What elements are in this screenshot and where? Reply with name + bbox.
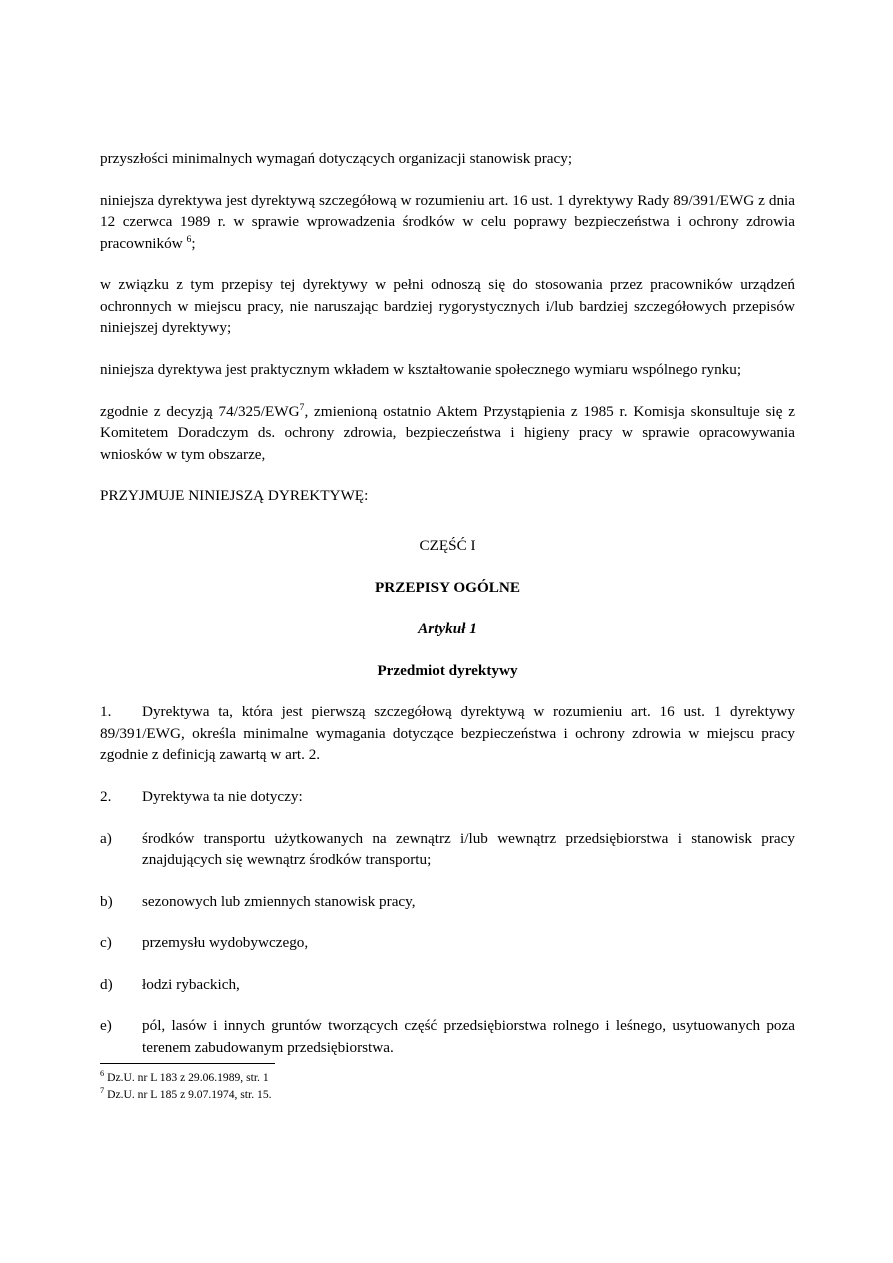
lettered-item-text: przemysłu wydobywczego, bbox=[142, 934, 309, 952]
footnote-ref-6[interactable]: 6 bbox=[186, 233, 192, 245]
lettered-item-marker: d) bbox=[100, 975, 113, 993]
footnote-number: 7 bbox=[100, 1085, 105, 1095]
numbered-item-2 bbox=[100, 786, 795, 808]
lettered-item-marker: b) bbox=[100, 892, 113, 910]
document-body bbox=[100, 148, 795, 1079]
lettered-item-c bbox=[100, 932, 795, 954]
lettered-item-text: środków transportu użytkowanych na zewnątrz i/lub wewnątrz przedsiębiorstwa i stanowisk pracy znajdujących się wewnątrz środków transportu; bbox=[142, 829, 795, 869]
lettered-item-text: sezonowych lub zmiennych stanowisk pracy, bbox=[142, 892, 416, 910]
lettered-item-marker: a) bbox=[100, 829, 112, 847]
footnote-number: 6 bbox=[100, 1069, 105, 1079]
heading-subject: Przedmiot dyrektywy bbox=[377, 661, 518, 679]
numbered-item-marker: 2. bbox=[100, 787, 112, 805]
paragraph-text-after-footnote: , zmienioną ostatnio Aktem Przystąpienia z 1985 r. Komisja skonsultuje się z Komitetem Doradczym ds. ochrony zdrowia, bezpieczeństwa i higieny pracy w sprawie opracowywania wniosków w tym obszarze, bbox=[100, 402, 795, 463]
heading-article: Artykuł 1 bbox=[418, 620, 477, 638]
lettered-item-marker: c) bbox=[100, 934, 112, 952]
lettered-item-text: łodzi rybackich, bbox=[142, 975, 240, 993]
footnote-6 bbox=[100, 1070, 500, 1087]
paragraph-text-after-footnote: ; bbox=[191, 234, 196, 252]
lettered-item-a bbox=[100, 828, 795, 871]
paragraph-przepisy-tej-dyrektywy: w związku z tym przepisy tej dyrektywy w pełni odnoszą się do stosowania przez pracowników urządzeń ochronnych w miejscu pracy, nie naruszając bardziej rygorystycznych i/lub bardziej szczegółowych przepisów niniejszej dyrektywy; bbox=[100, 276, 795, 337]
lettered-item-marker: e) bbox=[100, 1017, 112, 1035]
paragraph-praktyczny-wklad: niniejsza dyrektywa jest praktycznym wkładem w kształtowanie społecznego wymiaru wspólnego rynku; bbox=[100, 361, 742, 379]
heading-part: CZĘŚĆ I bbox=[419, 536, 476, 554]
footnote-7 bbox=[100, 1087, 500, 1104]
heading-section: PRZEPISY OGÓLNE bbox=[374, 578, 520, 596]
footnote-area bbox=[100, 1063, 500, 1104]
lettered-item-b bbox=[100, 891, 795, 913]
paragraph-text-before-footnote: niniejsza dyrektywa jest dyrektywą szczegółową w rozumieniu art. 16 ust. 1 dyrektywy Rady 89/391/EWG z dnia 12 czerwca 1989 r. w sprawie wprowadzenia środków w celu poprawy bezpieczeństwa i ochrony zdrowia pracowników bbox=[100, 191, 795, 252]
paragraph-dyrektywa-szczegolowa bbox=[100, 190, 795, 255]
numbered-item-text: Dyrektywa ta, która jest pierwszą szczegółową dyrektywą w rozumieniu art. 16 ust. 1 dyrektywy 89/391/EWG, określa minimalne wymagania dotyczące bezpieczeństwa i ochrony zdrowia w miejscu pracy zgodnie z definicją zawartą w art. 2. bbox=[100, 703, 795, 764]
numbered-item-1 bbox=[100, 701, 795, 766]
paragraph-decyzja bbox=[100, 401, 795, 466]
footnote-text: Dz.U. nr L 185 z 9.07.1974, str. 15. bbox=[104, 1087, 272, 1101]
paragraph-organizacja: przyszłości minimalnych wymagań dotyczących organizacji stanowisk pracy; bbox=[100, 150, 573, 167]
numbered-item-marker: 1. bbox=[100, 703, 112, 721]
paragraph-text-before-footnote: zgodnie z decyzją 74/325/EWG bbox=[100, 402, 300, 420]
lettered-item-e bbox=[100, 1015, 795, 1058]
lettered-item-d bbox=[100, 974, 795, 996]
footnote-text: Dz.U. nr L 183 z 29.06.1989, str. 1 bbox=[104, 1071, 269, 1084]
paragraph-przyjmuje: PRZYJMUJE NINIEJSZĄ DYREKTYWĘ: bbox=[100, 487, 369, 505]
footnote-ref-7[interactable]: 7 bbox=[299, 401, 305, 413]
numbered-item-text: Dyrektywa ta nie dotyczy: bbox=[142, 787, 303, 805]
lettered-item-text: pól, lasów i innych gruntów tworzących część przedsiębiorstwa rolnego i leśnego, usytuowanych poza terenem zabudowanym przedsiębiorstwa. bbox=[142, 1017, 795, 1057]
footnote-separator bbox=[100, 1063, 275, 1064]
